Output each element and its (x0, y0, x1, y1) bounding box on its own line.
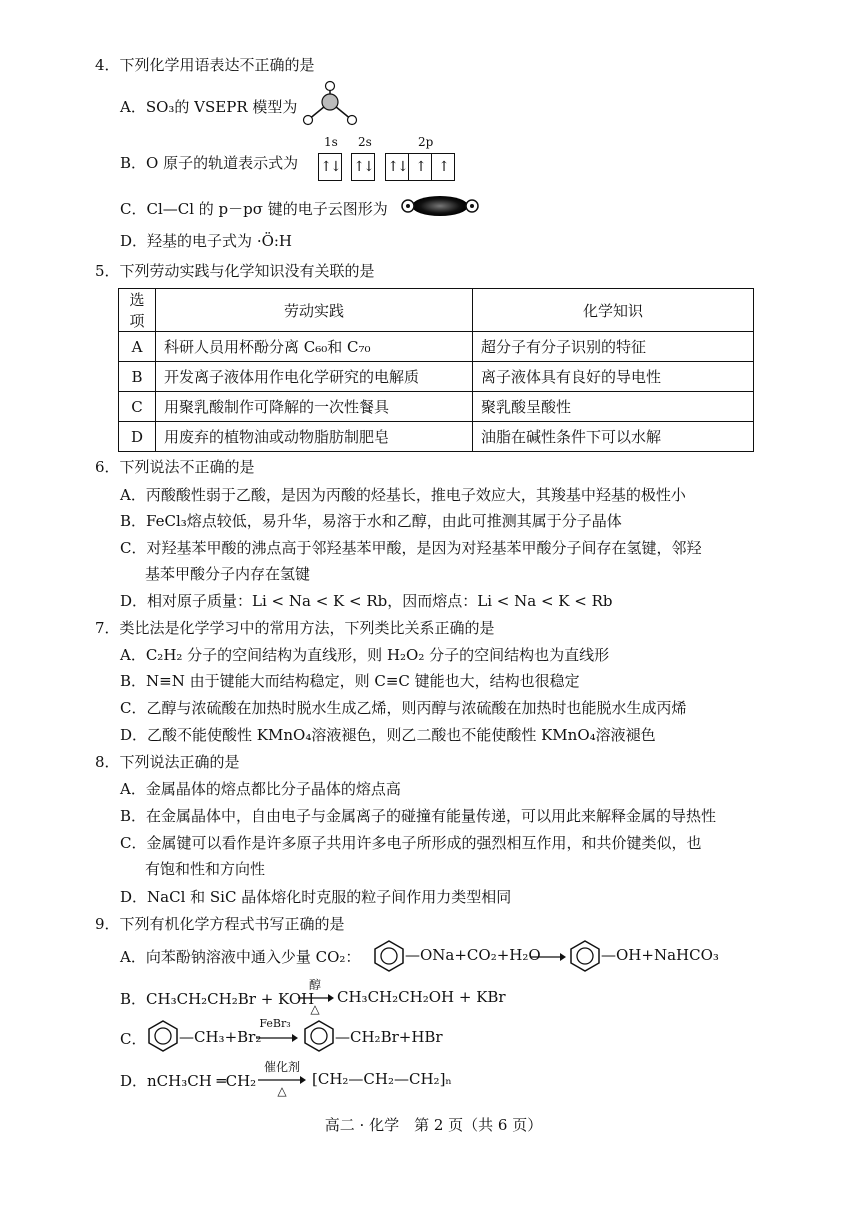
q4-option-c: C．Cl—Cl 的 p－pσ 键的电子云图形为 (120, 200, 388, 218)
q8-option-a: A．金属晶体的熔点都比分子晶体的熔点高 (120, 780, 401, 798)
table-cell: 用聚乳酸制作可降解的一次性餐具 (156, 392, 473, 422)
table-header-cell: 化学知识 (473, 289, 754, 332)
q9-option-b-left: B．CH₃CH₂CH₂Br + KOH (120, 990, 315, 1008)
q4-option-a: A．SO₃的 VSEPR 模型为 (120, 98, 298, 116)
table-cell: 超分子有分子识别的特征 (473, 332, 754, 362)
q6-option-a: A．丙酸酸性弱于乙酸，是因为丙酸的烃基长，推电子效应大，其羧基中羟基的极性小 (120, 486, 686, 504)
q8-option-d: D．NaCl 和 SiC 晶体熔化时克服的粒子间作用力类型相同 (120, 888, 512, 906)
table-header-cell: 劳动实践 (156, 289, 473, 332)
table-row (119, 332, 754, 362)
benzene-ring-icon (146, 1020, 180, 1052)
q9-option-c-cond-top: FeBr₃ (259, 1017, 291, 1030)
orbital-cell: ↑↓ (320, 159, 340, 175)
q9-option-c-prefix: C． (120, 1030, 147, 1048)
benzene-ring-icon (302, 1020, 336, 1052)
q7-option-d: D．乙酸不能使酸性 KMnO₄溶液褪色，则乙二酸也不能使酸性 KMnO₄溶液褪色 (120, 726, 656, 744)
table-cell: 离子液体具有良好的导电性 (473, 362, 754, 392)
orbital-cell: ↑ (438, 159, 448, 175)
orbital-label-2s: 2s (358, 135, 372, 149)
q9-option-d-cond-bottom: △ (277, 1084, 287, 1098)
reaction-arrow-icon (530, 952, 566, 962)
table-cell: 聚乳酸呈酸性 (473, 392, 754, 422)
hydroxyl-electron-formula: ·Ö:H (256, 232, 293, 250)
table-cell: 开发离子液体用作电化学研究的电解质 (156, 362, 473, 392)
q6-stem: 6．下列说法不正确的是 (95, 458, 255, 476)
table-header-row (119, 289, 754, 332)
q8-stem: 8．下列说法正确的是 (95, 753, 240, 771)
q5-stem: 5．下列劳动实践与化学知识没有关联的是 (95, 262, 375, 280)
table-cell: 油脂在碱性条件下可以水解 (473, 422, 754, 452)
orbital-label-2p: 2p (418, 135, 434, 149)
q4-stem: 4．下列化学用语表达不正确的是 (95, 56, 315, 74)
q9-option-b-right: CH₃CH₂CH₂OH + KBr (337, 988, 506, 1006)
orbital-box-2p (385, 153, 455, 181)
q5-table (118, 288, 754, 452)
q4-option-d-text: D．羟基的电子式为 (120, 232, 253, 250)
table-cell: 科研人员用杯酚分离 C₆₀和 C₇₀ (156, 332, 473, 362)
table-cell: D (119, 422, 156, 452)
table-cell: B (119, 362, 156, 392)
q9-option-c-mid: —CH₃+Br₂ (179, 1028, 262, 1046)
table-cell: C (119, 392, 156, 422)
q9-option-d-cond-top: 催化剂 (263, 1060, 300, 1074)
q4-option-b: B．O 原子的轨道表示式为 (120, 154, 299, 172)
table-row (119, 392, 754, 422)
q4-option-d (120, 230, 292, 251)
orbital-box-1s (318, 153, 342, 181)
orbital-cell: ↑ (409, 154, 432, 180)
q7-option-c: C．乙醇与浓硫酸在加热时脱水生成乙烯，则丙醇与浓硫酸在加热时也能脱水生成丙烯 (120, 699, 687, 717)
table-row (119, 362, 754, 392)
benzene-ring-icon (568, 940, 602, 972)
sigma-bond-cloud-icon (400, 192, 480, 220)
q7-option-b: B．N≡N 由于键能大而结构稳定，则 C≡C 键能也大，结构也很稳定 (120, 672, 580, 690)
q9-option-a-mid: —ONa+CO₂+H₂O (405, 946, 541, 964)
q7-option-a: A．C₂H₂ 分子的空间结构为直线形，则 H₂O₂ 分子的空间结构也为直线形 (120, 646, 610, 664)
orbital-cell: ↑↓ (386, 154, 409, 180)
page-footer: 高二 · 化学 第 2 页（共 6 页） (324, 1116, 543, 1134)
table-cell: 用废弃的植物油或动物脂肪制肥皂 (156, 422, 473, 452)
q9-stem: 9．下列有机化学方程式书写正确的是 (95, 915, 345, 933)
q9-option-d-left: D．nCH₃CH ═CH₂ (120, 1072, 257, 1090)
q6-option-d: D．相对原子质量：Li < Na < K < Rb，因而熔点：Li < Na < K < Rb (120, 592, 613, 610)
q9-option-a-end: —OH+NaHCO₃ (601, 946, 719, 964)
q6-option-c-cont: 基苯甲酸分子内存在氢键 (145, 565, 311, 583)
q8-option-c-cont: 有饱和性和方向性 (145, 860, 266, 878)
table-header-cell: 选项 (119, 289, 156, 332)
q8-option-b: B．在金属晶体中，自由电子与金属离子的碰撞有能量传递，可以用此来解释金属的导热性 (120, 807, 717, 825)
q9-option-d-right: [CH₂—CH₂—CH₂]ₙ (312, 1070, 452, 1088)
q8-option-c: C．金属键可以看作是许多原子共用许多电子所形成的强烈相互作用，和共价键类似，也 (120, 834, 702, 852)
q6-option-c: C．对羟基苯甲酸的沸点高于邻羟基苯甲酸，是因为对羟基苯甲酸分子间存在氢键，邻羟 (120, 539, 702, 557)
q9-option-b-cond-top: 醇 (308, 978, 321, 992)
reaction-arrow-icon (256, 1033, 298, 1043)
table-row (119, 422, 754, 452)
q6-option-b: B．FeCl₃熔点较低，易升华，易溶于水和乙醇，由此可推测其属于分子晶体 (120, 512, 622, 530)
q7-stem: 7．类比法是化学学习中的常用方法，下列类比关系正确的是 (95, 619, 495, 637)
q9-option-b-cond-bottom: △ (310, 1002, 320, 1016)
q9-option-a-prefix: A．向苯酚钠溶液中通入少量 CO₂： (120, 948, 361, 966)
orbital-box-2s (351, 153, 375, 181)
q9-option-c-end: —CH₂Br+HBr (335, 1028, 443, 1046)
table-cell: A (119, 332, 156, 362)
benzene-ring-icon (372, 940, 406, 972)
trigonal-planar-model-icon (300, 80, 360, 130)
orbital-cell: ↑↓ (353, 159, 373, 175)
orbital-label-1s: 1s (324, 135, 338, 149)
